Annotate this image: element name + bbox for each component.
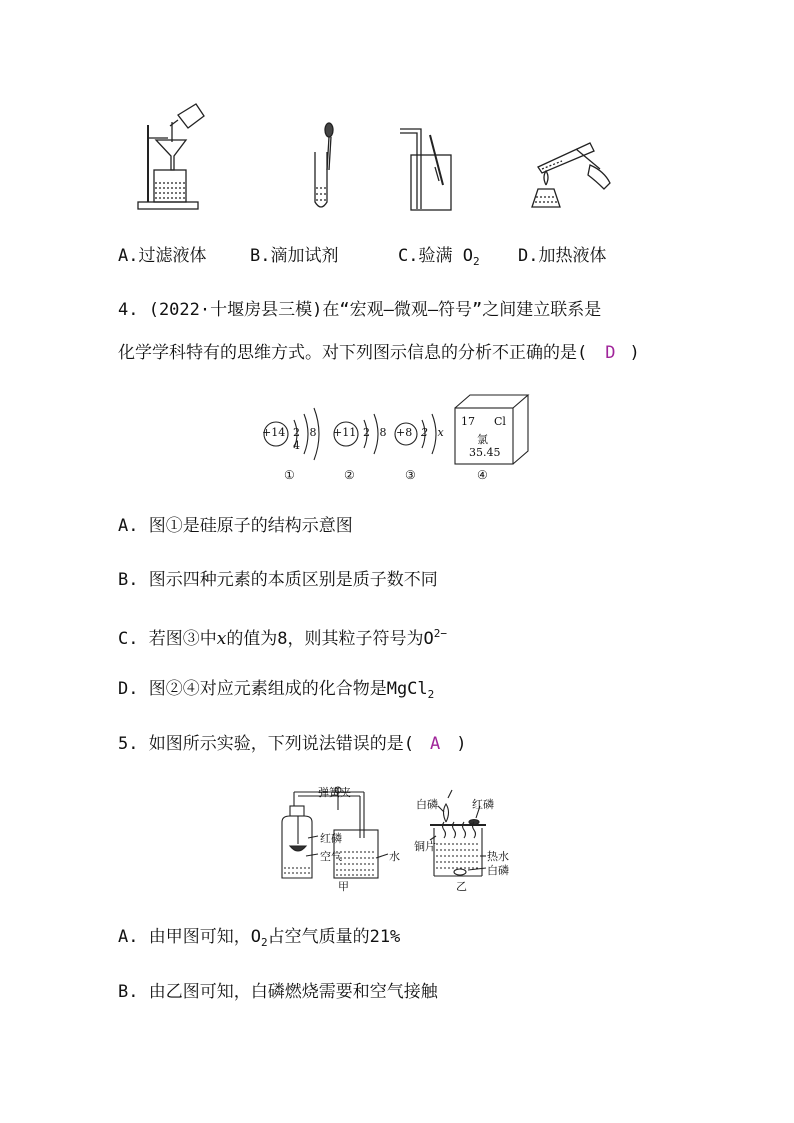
q5-option-a (118, 925, 400, 955)
yi-caption: 乙 (456, 880, 467, 893)
jia-caption: 甲 (338, 880, 349, 893)
q4-option-c-var: x (216, 629, 227, 649)
yi-copper-label: 铜片 (414, 840, 436, 853)
experiment-yi (414, 780, 524, 892)
atom2-label: ② (344, 468, 355, 482)
q4-option-d-pre: D. 图②④对应元素组成的化合物是MgCl (118, 679, 428, 699)
atom-diagram-2 (330, 400, 390, 490)
q3-option-b: B.滴加试剂 (250, 246, 339, 266)
element-number: 17 (461, 415, 475, 428)
q5-stem (118, 732, 466, 756)
q4-option-d-sub: 2 (427, 688, 435, 701)
q4-answer: D (605, 343, 616, 363)
yi-white-p-label: 白磷 (416, 798, 438, 811)
yi-hot-water-label: 热水 (487, 850, 509, 863)
yi-red-p-label: 红磷 (472, 798, 494, 811)
element-name: 氯 (477, 433, 488, 446)
q3-option-c-sub: 2 (472, 255, 480, 268)
element-symbol: Cl (494, 415, 506, 428)
q4-option-d (118, 677, 434, 707)
q5-option-a-pre: A. 由甲图可知，O (118, 927, 261, 947)
q5-close-paren: ) (456, 734, 467, 754)
element-card-chlorine (452, 392, 532, 482)
q3-option-d: D.加热液体 (518, 246, 607, 266)
q4-stem-line2 (118, 341, 640, 365)
q4-option-c-pre: C. 若图③中 (118, 629, 217, 649)
gas-bottle-figure (395, 125, 465, 215)
q4-option-b: B. 图示四种元素的本质区别是质子数不同 (118, 570, 438, 590)
atom1-shells: 2 8 4 (293, 426, 320, 452)
element-label: ④ (477, 468, 488, 482)
yi-white-p2-label: 白磷 (487, 864, 509, 877)
filtration-figure (128, 100, 208, 215)
q5-option-a-post: 占空气质量的21% (267, 927, 401, 947)
q4-close-paren: ) (629, 343, 640, 363)
q5-answer: A (429, 734, 441, 754)
atom-diagram-1 (258, 400, 328, 490)
q3-option-c-text: C.验满 O (398, 246, 473, 266)
q4-option-c-sup: 2− (433, 627, 448, 640)
heating-figure (518, 125, 618, 215)
element-mass: 35.45 (469, 446, 501, 459)
q4-stem-text: 化学学科特有的思维方式。对下列图示信息的分析不正确的是( (118, 343, 588, 363)
atom3-nucleus: +8 (396, 426, 413, 439)
atom2-nucleus: +11 (333, 426, 357, 439)
jia-red-p-label: 红磷 (320, 832, 342, 845)
atom1-label: ① (284, 468, 295, 482)
jia-water-label: 水 (389, 850, 400, 863)
jia-air-label: 空气 (320, 850, 342, 863)
q4-option-a: A. 图①是硅原子的结构示意图 (118, 516, 353, 536)
q5-stem-text: 5. 如图所示实验，下列说法错误的是( (118, 734, 414, 754)
atom-diagram-3 (392, 400, 452, 490)
atom3-label: ③ (405, 468, 416, 482)
q3-option-a: A.过滤液体 (118, 246, 207, 266)
q4-option-c-mid: 的值为8，则其粒子符号为O (226, 629, 434, 649)
experiment-jia (276, 780, 416, 892)
q5-option-a-sub: 2 (260, 936, 268, 949)
atom3-shells: 2 x (421, 426, 447, 439)
q4-option-c (118, 622, 447, 651)
jia-clip-label: 弹簧夹 (318, 786, 351, 799)
q4-stem-line1: 4. (2022·十堰房县三模)在“宏观—微观—符号”之间建立联系是 (118, 300, 602, 320)
atom1-nucleus: +14 (262, 426, 286, 439)
atom2-shells: 2 8 (363, 426, 390, 439)
q5-option-b: B. 由乙图可知，白磷燃烧需要和空气接触 (118, 982, 438, 1002)
dropper-figure (305, 120, 345, 215)
q3-option-c (398, 244, 480, 274)
